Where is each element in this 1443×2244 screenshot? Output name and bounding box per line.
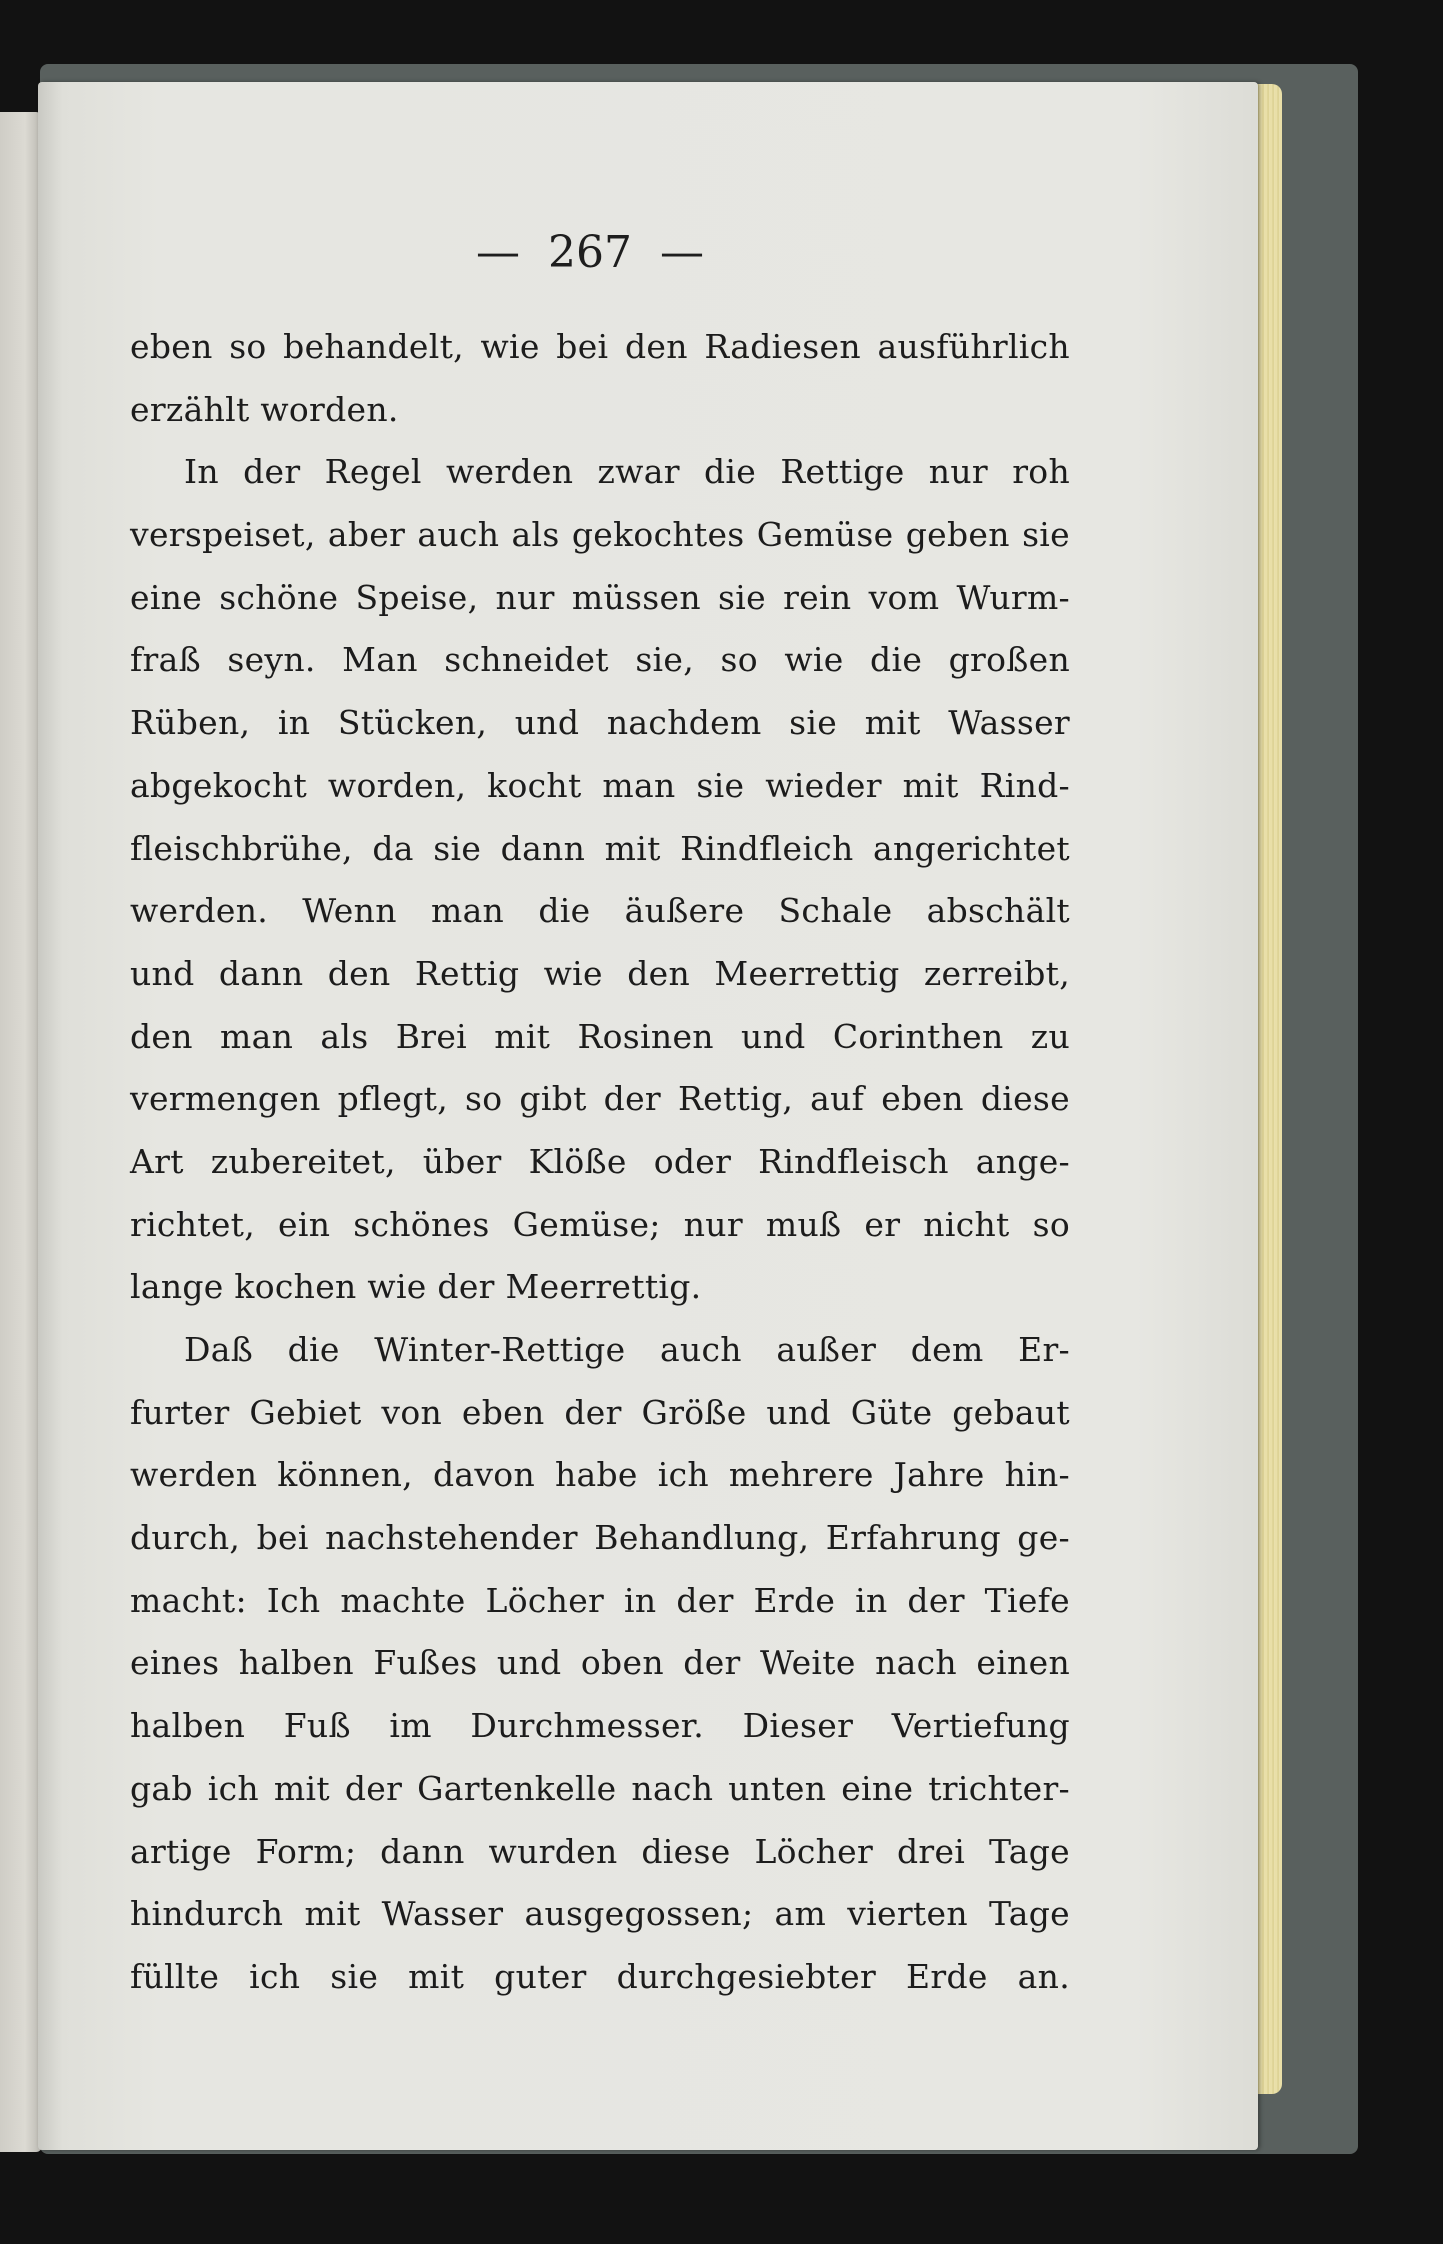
text-line: furter Gebiet von eben der Größe und Güte gebaut — [130, 1392, 1070, 1432]
text-line: gab ich mit der Gartenkelle nach unten eine trichter- — [130, 1768, 1070, 1808]
header-dash-left: — — [476, 226, 520, 278]
text-line: erzählt worden. — [130, 389, 399, 429]
text-line: In der Regel werden zwar die Rettige nur roh — [184, 452, 1070, 492]
text-line: richtet, ein schönes Gemüse; nur muß er nicht so — [130, 1204, 1070, 1244]
text-line: verspeiset, aber auch als gekochtes Gemüse geben sie — [130, 515, 1070, 555]
text-line: hindurch mit Wasser ausgegossen; am vierten Tage — [130, 1894, 1070, 1934]
text-line: werden können, davon habe ich mehrere Jahre hin- — [130, 1455, 1070, 1495]
text-line: füllte ich sie mit guter durchgesiebter Erde an. — [130, 1956, 1070, 1996]
text-line: eines halben Fußes und oben der Weite nach einen — [130, 1643, 1070, 1683]
text-line: den man als Brei mit Rosinen und Corinthen zu — [130, 1016, 1070, 1056]
text-line: eben so behandelt, wie bei den Radiesen ausführlich — [130, 327, 1070, 366]
left-page-edge — [0, 112, 42, 2152]
text-line: vermengen pflegt, so gibt der Rettig, auf eben diese — [130, 1079, 1070, 1119]
text-line: artige Form; dann wurden diese Löcher drei Tage — [130, 1831, 1070, 1871]
body-text — [130, 316, 1070, 2009]
text-line: fleischbrühe, da sie dann mit Rindfleich angerichtet — [130, 828, 1070, 868]
text-line: durch, bei nachstehender Behandlung, Erfahrung ge- — [130, 1518, 1070, 1558]
text-line: lange kochen wie der Meerrettig. — [130, 1267, 702, 1307]
text-line: eine schöne Speise, nur müssen sie rein vom Wurm- — [130, 577, 1070, 617]
page-header — [440, 220, 740, 284]
text-line: macht: Ich machte Löcher in der Erde in der Tiefe — [130, 1580, 1070, 1620]
text-line: werden. Wenn man die äußere Schale abschält — [130, 891, 1070, 931]
text-line: halben Fuß im Durchmesser. Dieser Vertiefung — [130, 1706, 1070, 1746]
text-line: Art zubereitet, über Klöße oder Rindfleisch ange- — [130, 1141, 1070, 1181]
text-line: Rüben, in Stücken, und nachdem sie mit Wasser — [130, 703, 1070, 743]
header-dash-right: — — [659, 226, 704, 278]
text-line: fraß seyn. Man schneidet sie, so wie die großen — [130, 640, 1070, 680]
text-line: abgekocht worden, kocht man sie wieder mit Rind- — [130, 765, 1070, 805]
page-number: 267 — [548, 226, 632, 278]
text-line: Daß die Winter-Rettige auch außer dem Er- — [184, 1330, 1070, 1369]
text-line: und dann den Rettig wie den Meerrettig zerreibt, — [130, 953, 1070, 993]
